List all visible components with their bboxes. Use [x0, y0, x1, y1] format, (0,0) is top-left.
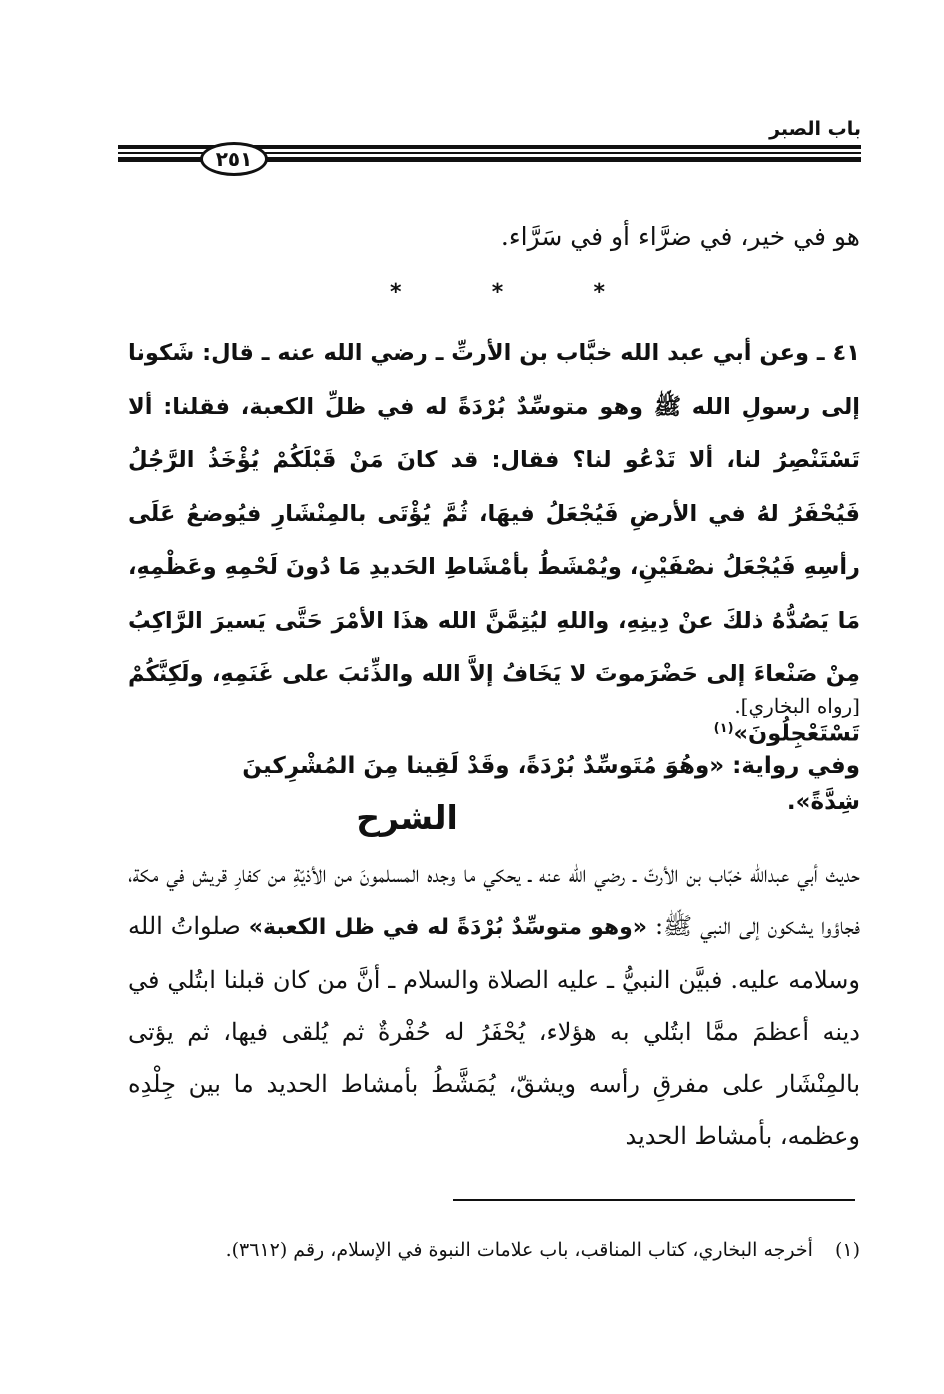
footnote — [150, 1239, 860, 1261]
section-heading: الشرح — [356, 798, 458, 837]
section-separator — [390, 280, 605, 305]
commentary-part2: صلواتُ الله وسلامه عليه. فبيَّن النبيُّ ـ عليه الصلاة والسلام ـ أنَّ من كان قبلنا ابتُلي في دينه أعظمَ ممَّا ابتُلي به هؤلاء، يُحْفَرُ له حُفْرةٌ ثم يُلقى فيها، ثم يؤتى بالمِنْشَار على مفرقِ رأسه ويشقّ، يُمَشَّطُ بأمشاط الحديد ما بين جِلْدِه وعظمه، بأمشاط الحديد — [128, 912, 860, 1150]
footnote-number: (١) — [834, 1239, 860, 1261]
footnote-divider — [453, 1199, 855, 1201]
separator-star: * — [593, 280, 605, 305]
variant-narration: وفي رواية: «وهُوَ مُتَوسِّدٌ بُرْدَةً، وقَدْ لَقِينا مِنَ المُشْرِكينَ شِدَّةً». — [242, 753, 860, 815]
separator-star: * — [390, 280, 402, 305]
footnote-reference: (١) — [713, 720, 734, 736]
hadith-source: [رواه البخاري]. — [734, 694, 860, 718]
running-title: باب الصبر — [769, 118, 861, 140]
commentary-text — [128, 848, 860, 1162]
footnote-text: أخرجه البخاري، كتاب المناقب، باب علامات النبوة في الإسلام، رقم (٣٦١٢). — [225, 1239, 813, 1261]
separator-star: * — [491, 280, 504, 305]
hadith-body: ٤١ ـ وعن أبي عبد الله خبَّاب بن الأرتِّ ـ رضي الله عنه ـ قال: شَكونا إلى رسولِ الله ﷺ وهو متوسِّدٌ بُرْدَةً له في ظلِّ الكعبة، فقلنا: ألا تَسْتَنْصِرُ لنا، ألا تَدْعُو لنا؟ فقال: قد كانَ مَنْ قَبْلَكُمْ يُؤْخَذُ الرَّجُلُ فَيُحْفَرُ لهُ في الأرضِ فَيُجْعَلُ فيهَا، ثُمَّ يُؤْتَى بالمِنْشَارِ فيُوضعُ عَلَى رأسِهِ فَيُجْعَلُ نصْفَيْنِ، ويُمْشَطُ بأمْشَاطِ الحَديدِ مَا دُونَ لَحْمِهِ وعَظْمِهِ، مَا يَصُدُّهُ ذلكَ عنْ دِينِهِ، واللهِ ليُتِمَّنَّ الله هذَا الأمْرَ حَتَّى يَسيرَ الرَّاكِبُ مِنْ صَنْعاءَ إلى حَضْرَموتَ لا يَخَافُ إلاَّ الله والذِّئبَ على غَنَمِهِ، ولَكِنَّكُمْ تَسْتَعْجِلُونَ» — [128, 340, 860, 746]
page-number: ٢٥١ — [200, 142, 268, 176]
commentary-part1: حديث أبي عبدالله خبّاب بن الأرتّ ـ رضي الله عنه ـ يحكي ما وجده المسلمونَ من الأذيّةِ من كفارِ قريش في مكة، فجاؤوا يشكون إلى النبي ﷺ: — [128, 860, 860, 940]
intro-line: هو في خير، في ضرَّاء أو في سَرَّاء. — [500, 222, 860, 251]
commentary-quote: «وهو متوسِّدٌ بُرْدَةً له في ظل الكعبة» — [248, 915, 648, 940]
